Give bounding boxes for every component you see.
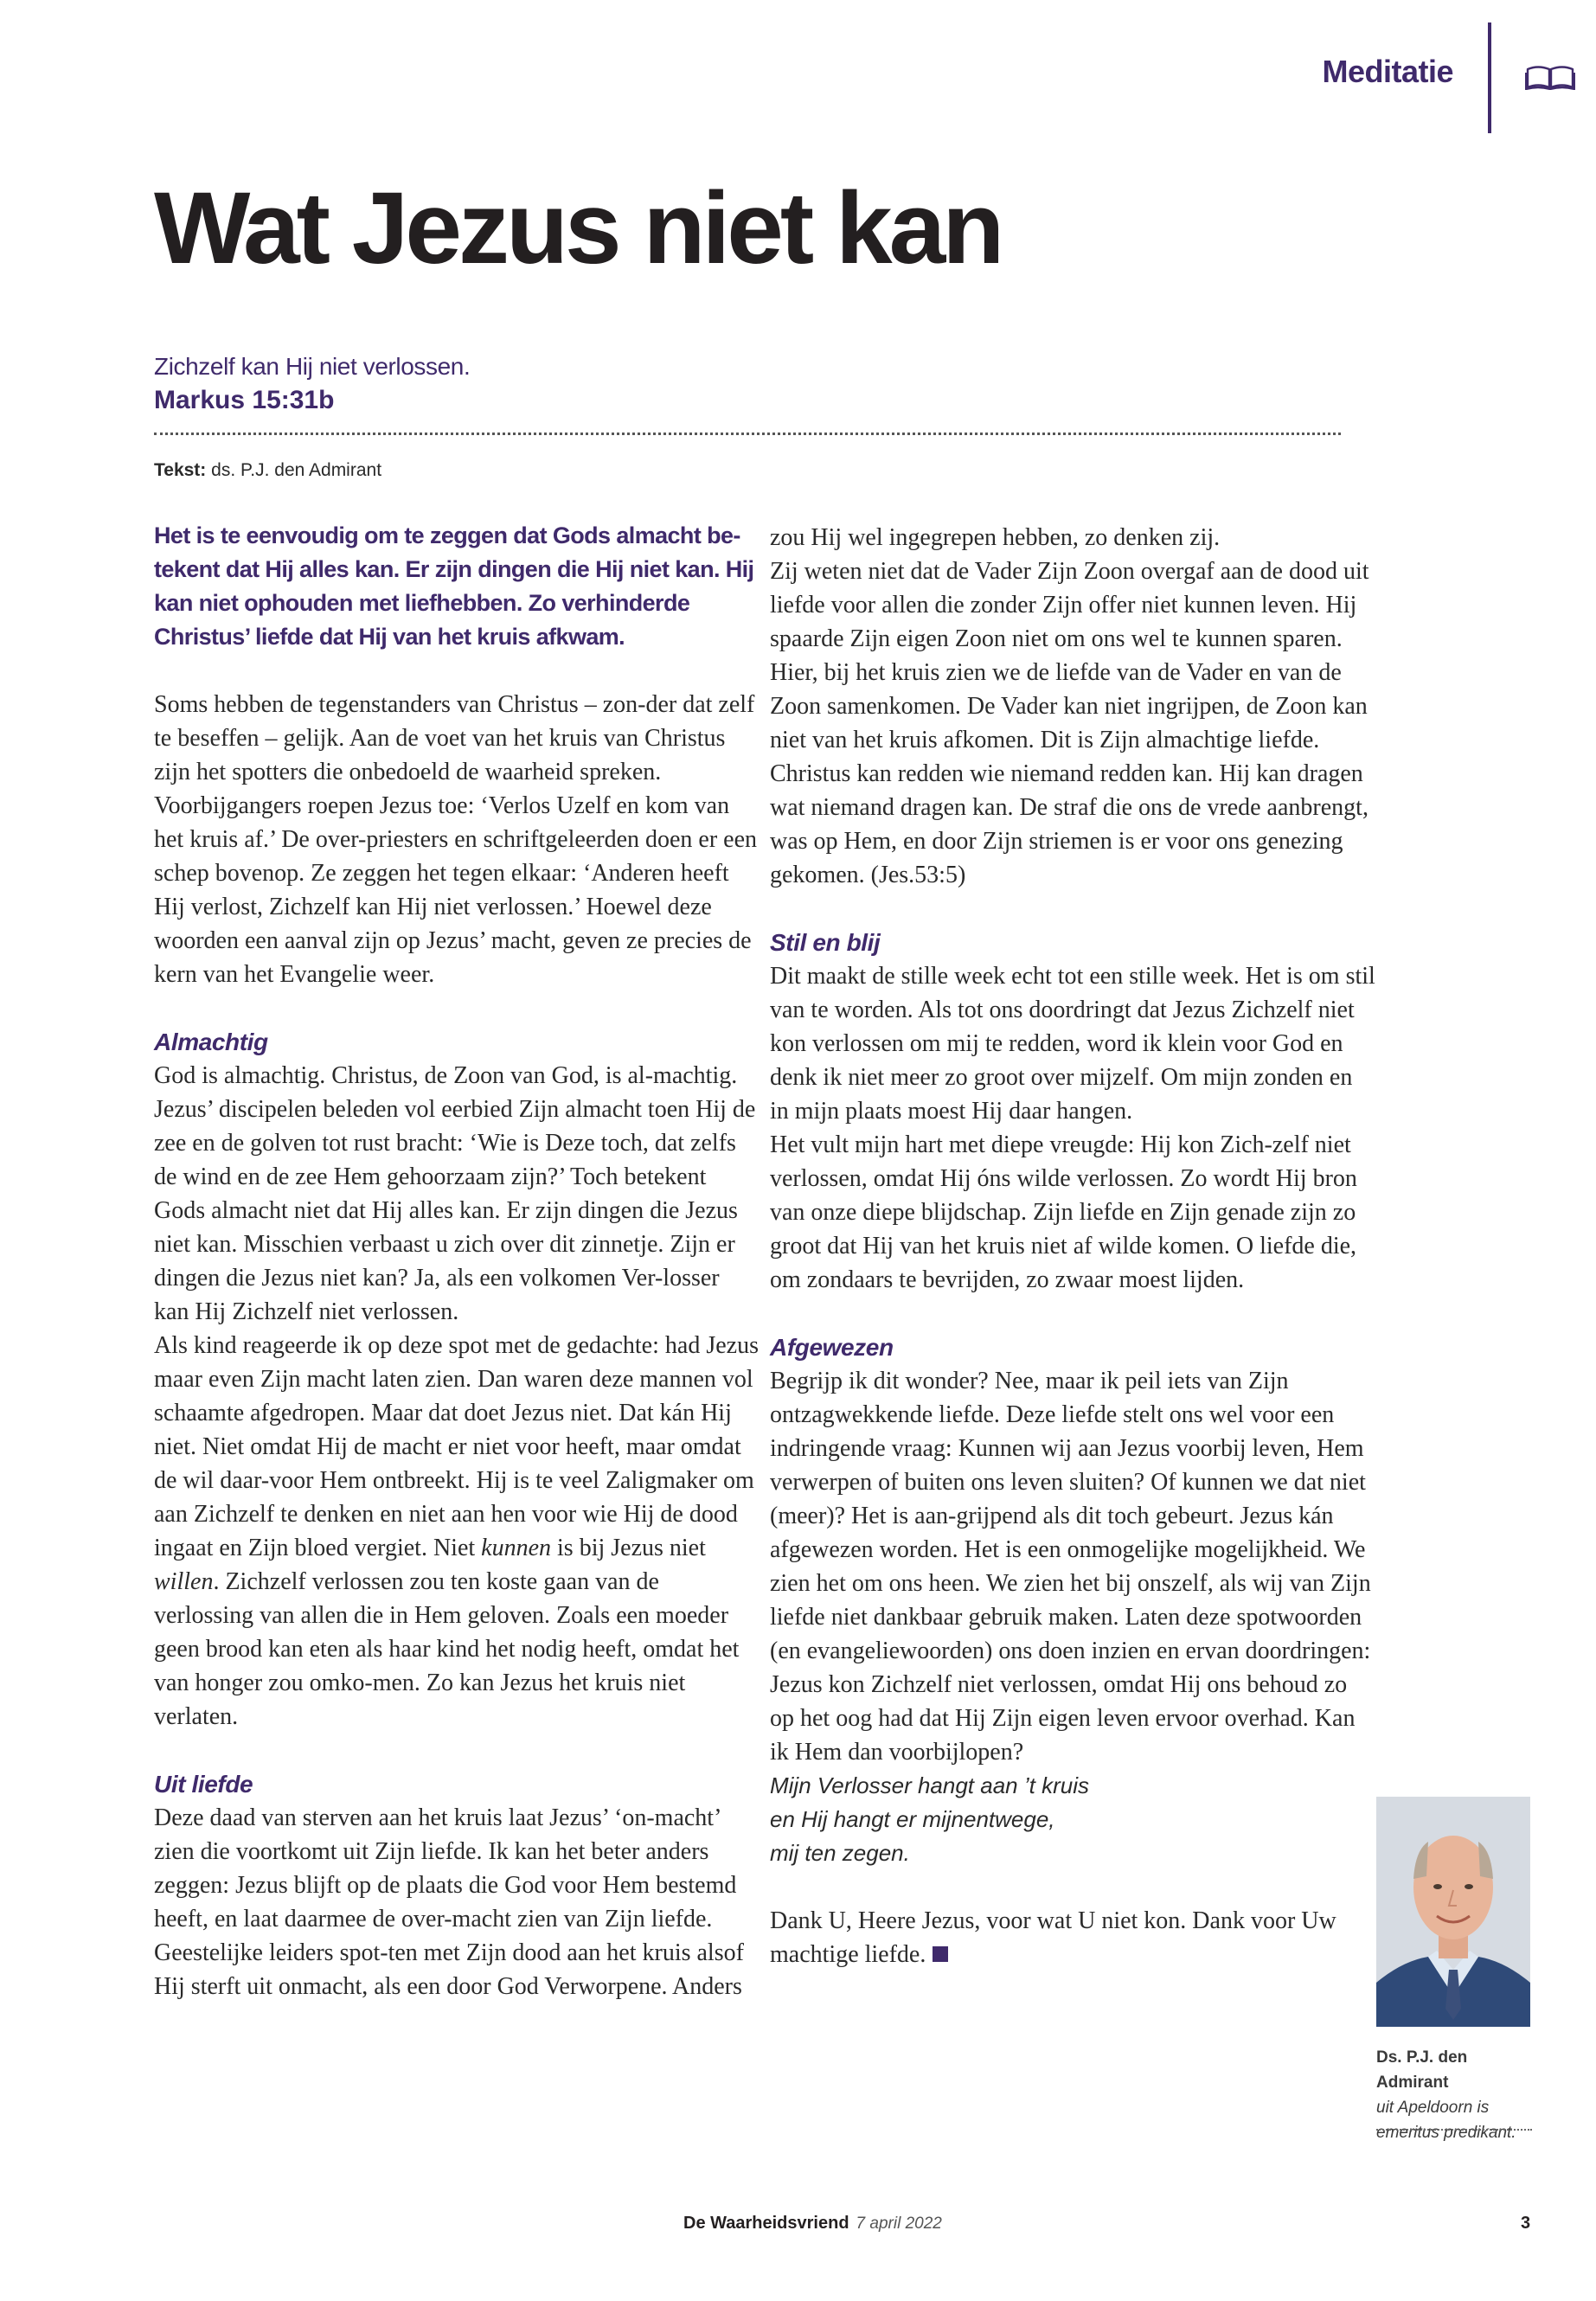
almachtig-emphasis-willen: willen — [154, 1568, 214, 1595]
section-divider — [1488, 22, 1491, 133]
subheading-almachtig: Almachtig — [154, 1029, 268, 1055]
almachtig-paragraph-2 — [154, 1329, 760, 1734]
almachtig-emphasis-kunnen: kunnen — [481, 1535, 552, 1561]
closing-text: Dank U, Heere Jezus, voor wat U niet kon. Dank voor Uw machtige liefde. — [770, 1907, 1336, 1968]
uit-liefde-paragraph-1: Deze daad van sterven aan het kruis laat Jezus’ ‘on-macht’ zien die voortkomt uit Zijn liefde. Ik kan het beter anders zeggen: Jezus blijft op de plaats die God voor Hem bestemd heeft, en laat daarmee de over-macht zien van Zijn liefde. Geestelijke leiders spot-ten met Zijn dood aan het kruis alsof Hij sterft uit onmacht, als een door God Verworpene. Anders — [154, 1804, 744, 2000]
almachtig-paragraph-1: God is almachtig. Christus, de Zoon van God, is al-machtig. Jezus’ discipelen beleden vol eerbied Zijn almacht toen Hij de zee en de golven tot rust bracht: ‘Wie is Deze toch, dat zelfs de wind en de zee Hem gehoorzaam zijn?’ Toch betekent Gods almacht niet dat Hij alles kan. Er zijn dingen die Jezus niet kan. Misschien verbaast u zich over dit zinnetje. Zijn er dingen die Jezus niet kan? Ja, als een volkomen Ver-losser kan Hij Zichzelf niet verlossen. — [154, 1062, 756, 1325]
footer — [683, 2214, 942, 2234]
open-book-icon — [1525, 64, 1575, 90]
intro-paragraph: Soms hebben de tegenstanders van Christus – zon-der dat zelf te beseffen – gelijk. Aan de voet van het kruis van Christus zijn het spotters die onbedoeld de waarheid spreken. Voorbijgangers roepen Jezus toe: ‘Verlos Uzelf en kom van het kruis af.’ De over-priesters en schriftgeleerden doen er een schep bovenop. Ze zeggen het tegen elkaar: ‘Anderen heeft Hij verlost, Zichzelf kan Hij niet verlossen.’ Hoewel deze woorden een aanval zijn op Jezus’ macht, geven ze precies de kern van het Evangelie weer. — [154, 691, 758, 988]
author-photo — [1376, 1797, 1530, 2027]
byline-author: ds. P.J. den Admirant — [211, 460, 382, 480]
byline-label: Tekst: — [154, 460, 207, 480]
closing-paragraph — [770, 1904, 1375, 1971]
right-column — [770, 521, 1375, 1971]
article-title: Wat Jezus niet kan — [154, 171, 1002, 285]
poem-line-2: en Hij hangt er mijnentwege, — [770, 1806, 1055, 1832]
page-number: 3 — [1521, 2214, 1531, 2233]
byline — [154, 460, 381, 481]
uit-liefde-paragraph-3: Zij weten niet dat de Vader Zijn Zoon overgaf aan de dood uit liefde voor allen die zonder Zijn offer niet kunnen leven. Hij spaarde Zijn eigen Zoon niet om ons wel te kunnen sparen. Hier, bij het kruis zien we de liefde van de Vader en van de Zoon samenkomen. De Vader kan niet ingrijpen, de Zoon kan niet van het kruis afkomen. Dit is Zijn almachtige liefde. Christus kan redden wie niemand redden kan. Hij kan dragen wat niemand dragen kan. De straf die ons de vrede aanbrengt, was op Hem, en door Zijn striemen is er voor ons genezing gekomen. (Jes.53:5) — [770, 558, 1369, 888]
poem-line-3: mij ten zegen. — [770, 1840, 910, 1866]
left-column — [154, 519, 760, 2003]
stil-en-blij-paragraph-2: Het vult mijn hart met diepe vreugde: Hij kon Zich-zelf niet verlossen, omdat Hij óns wilde verlossen. Zo wordt Hij bron van onze diepe blijdschap. Zijn liefde en Zijn genade zijn zo groot dat Hij van het kruis niet af wilde komen. O liefde die, om zondaars te bevrijden, zo zwaar moest lijden. — [770, 1131, 1357, 1293]
almachtig-text-b: is bij Jezus niet — [551, 1535, 706, 1561]
caption-divider — [1376, 2129, 1532, 2131]
almachtig-text-a: Als kind reageerde ik op deze spot met de gedachte: had Jezus maar even Zijn macht laten zien. Dan waren deze mannen vol schaamte afgedropen. Maar dat doet Jezus niet. Dat kán Hij niet. Niet omdat Hij de macht er niet voor heeft, maar omdat de wil daar-voor Hem ontbreekt. Hij is te veel Zaligmaker om aan Zichzelf te denken en niet aan hen voor wie Hij de dood ingaat en Zijn bloed vergiet. Niet — [154, 1332, 759, 1561]
stil-en-blij-paragraph-1: Dit maakt de stille week echt tot een stille week. Het is om stil van te worden. Als tot ons doordringt dat Jezus Zichzelf niet kon verlossen om mij te redden, word ik klein voor God en denk ik niet meer zo groot over mijzelf. Om mijn zonden en in mijn plaats moest Hij daar hangen. — [770, 963, 1375, 1125]
subheading-afgewezen: Afgewezen — [770, 1334, 894, 1361]
dotted-divider — [154, 433, 1341, 435]
bible-reference: Markus 15:31b — [154, 386, 335, 414]
author-description-1: uit Apeldoorn is — [1376, 2099, 1490, 2117]
subheading-uit-liefde: Uit liefde — [154, 1771, 253, 1798]
section-label: Meditatie — [1322, 54, 1453, 89]
magazine-name: De Waarheidsvriend — [683, 2214, 849, 2233]
bible-quote: Zichzelf kan Hij niet verlossen. — [154, 353, 471, 380]
issue-date: 7 april 2022 — [856, 2214, 942, 2233]
subheading-stil-en-blij: Stil en blij — [770, 929, 881, 956]
author-description-2: emeritus predikant. — [1376, 2124, 1516, 2142]
afgewezen-paragraph-1: Begrijp ik dit wonder? Nee, maar ik peil iets van Zijn ontzagwekkende liefde. Deze liefde stelt ons wel voor een indringende vraag: Kunnen wij aan Jezus voorbij leven, Hem verwerpen of buiten ons leven sluiten? Of kunnen we dat niet (meer)? Het is aan-grijpend als dit toch gebeurt. Jezus kán afgewezen worden. Het is een onmogelijke mogelijkheid. We zien het om ons heen. We zien het bij onszelf, als wij van Zijn liefde niet dankbaar gebruik maken. Laten deze spotwoorden (en evangeliewoorden) ons doen inzien en ervan doordringen: Jezus kon Zichzelf niet verlossen, omdat Hij ons behoud zo op het oog had dat Hij Zijn eigen leven ervoor overhad. Kan ik Hem dan voorbijlopen? — [770, 1368, 1371, 1766]
almachtig-text-c: . Zichzelf verlossen zou ten koste gaan van de verlossing van allen die in Hem geloven. Zoals een moeder geen brood kan eten als haar kind het nodig heeft, omdat het van honger zou omko-men. Zo kan Jezus het kruis niet verlaten. — [154, 1568, 740, 1730]
end-mark-square — [933, 1946, 948, 1962]
poem-line-1: Mijn Verlosser hangt aan ’t kruis — [770, 1772, 1089, 1798]
uit-liefde-paragraph-2: zou Hij wel ingegrepen hebben, zo denken zij. — [770, 524, 1221, 551]
author-name: Ds. P.J. den Admirant — [1376, 2048, 1468, 2092]
lead-paragraph: Het is te eenvoudig om te zeggen dat Gods almacht be-tekent dat Hij alles kan. Er zijn dingen die Hij niet kan. Hij kan niet ophouden met liefhebben. Zo verhinderde Christus’ liefde dat Hij van het kruis afkwam. — [154, 522, 754, 650]
